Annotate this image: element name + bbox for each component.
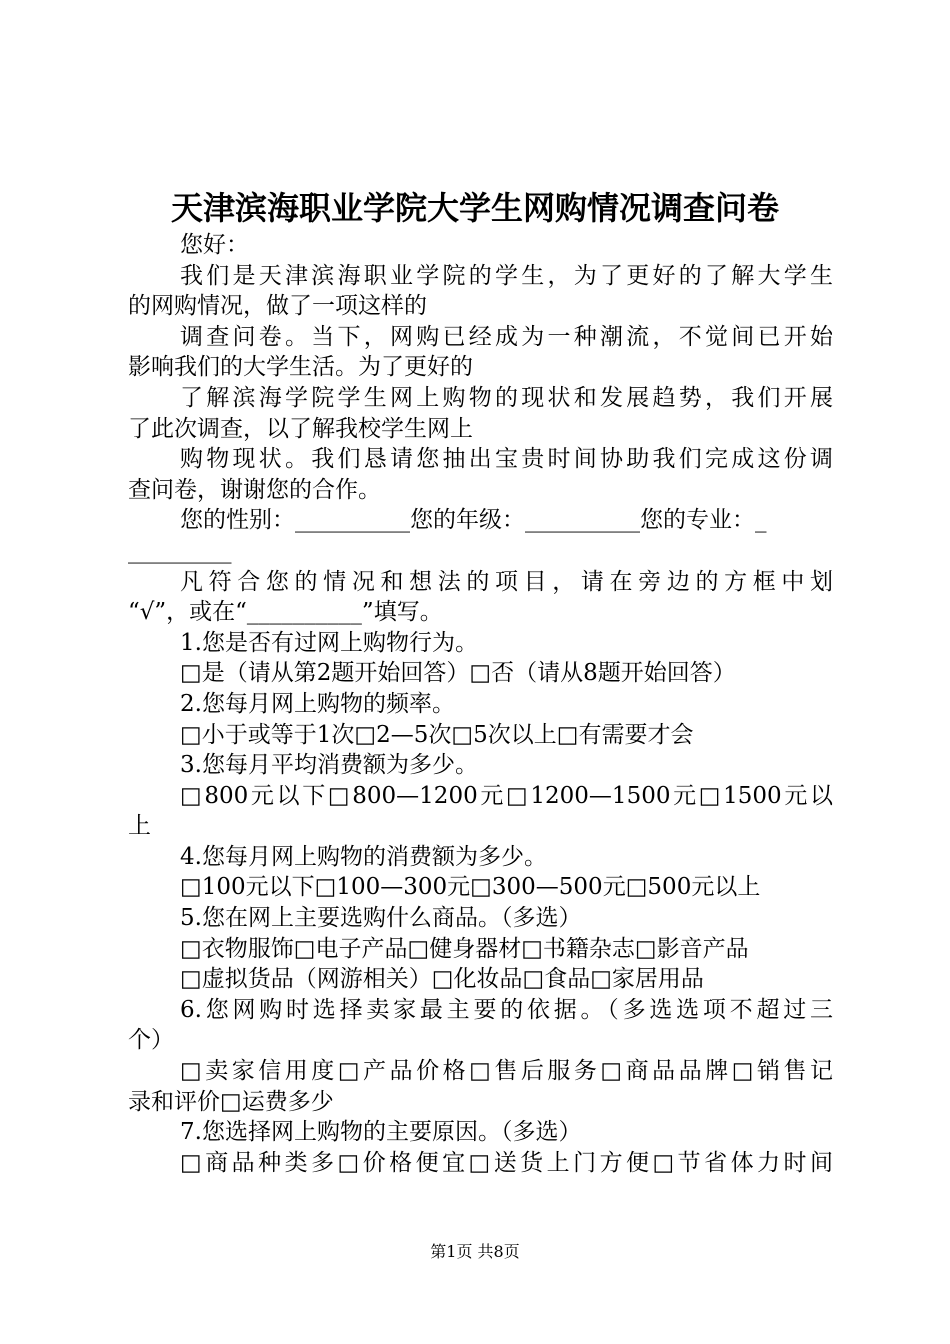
question-4-options: □100元以下□100—300元□300—500元□500元以上 [180,874,761,901]
question-5: 5.您在网上主要选购什么商品。（多选） [180,905,582,932]
question-3-options: □800元以下□800—1200元□1200—1500元□1500元以 [180,782,833,809]
instruction-line-2: “√”，或在“__________”填写。 [128,599,443,626]
instruction-line-1: 凡符合您的情况和想法的项目，请在旁边的方框中划 [180,568,833,595]
question-5-options-1: □衣物服饰□电子产品□健身器材□书籍杂志□影音产品 [180,935,749,962]
question-7-options: □商品种类多□价格便宜□送货上门方便□节省体力时间 [180,1149,833,1176]
basic-info-line: 您的性别：__________您的年级：__________您的专业：_ [180,507,767,534]
question-4: 4.您每月网上购物的消费额为多少。 [180,843,547,870]
question-6-cont: 个） [128,1027,174,1054]
document-body [128,230,833,1178]
intro-line-2: 的网购情况，做了一项这样的 [128,293,427,320]
intro-line-7: 购物现状。我们恳请您抽出宝贵时间协助我们完成这份调 [180,446,833,473]
intro-line-6: 了此次调查，以了解我校学生网上 [128,415,473,442]
question-6: 6.您网购时选择卖家最主要的依据。（多选选项不超过三 [180,996,833,1023]
question-3-options-cont: 上 [128,813,151,840]
question-5-options-2: □虚拟货品（网游相关）□化妆品□食品□家居用品 [180,966,704,993]
intro-line-1: 我们是天津滨海职业学院的学生，为了更好的了解大学生 [180,262,833,289]
intro-line-4: 影响我们的大学生活。为了更好的 [128,354,473,381]
basic-info-line-cont: _________ [128,537,232,564]
question-2: 2.您每月网上购物的频率。 [180,690,455,717]
question-6-options: □卖家信用度□产品价格□售后服务□商品品牌□销售记 [180,1058,833,1085]
question-7: 7.您选择网上购物的主要原因。（多选） [180,1119,582,1146]
question-1: 1.您是否有过网上购物行为。 [180,629,478,656]
page-footer: 第1页 共8页 [430,1242,520,1261]
intro-line-8: 查问卷，谢谢您的合作。 [128,476,381,503]
question-6-options-cont: 录和评价□运费多少 [128,1088,334,1115]
question-3: 3.您每月平均消费额为多少。 [180,752,478,779]
intro-line-5: 了解滨海学院学生网上购物的现状和发展趋势，我们开展 [180,384,833,411]
intro-line-3: 调查问卷。当下，网购已经成为一种潮流，不觉间已开始 [180,323,833,350]
document-title: 天津滨海职业学院大学生网购情况调查问卷 [170,189,779,227]
question-1-options: □是（请从第2题开始回答）□否（请从8题开始回答） [180,660,736,687]
question-2-options: □小于或等于1次□2—5次□5次以上□有需要才会 [180,721,694,748]
greeting-line: 您好： [180,232,249,258]
